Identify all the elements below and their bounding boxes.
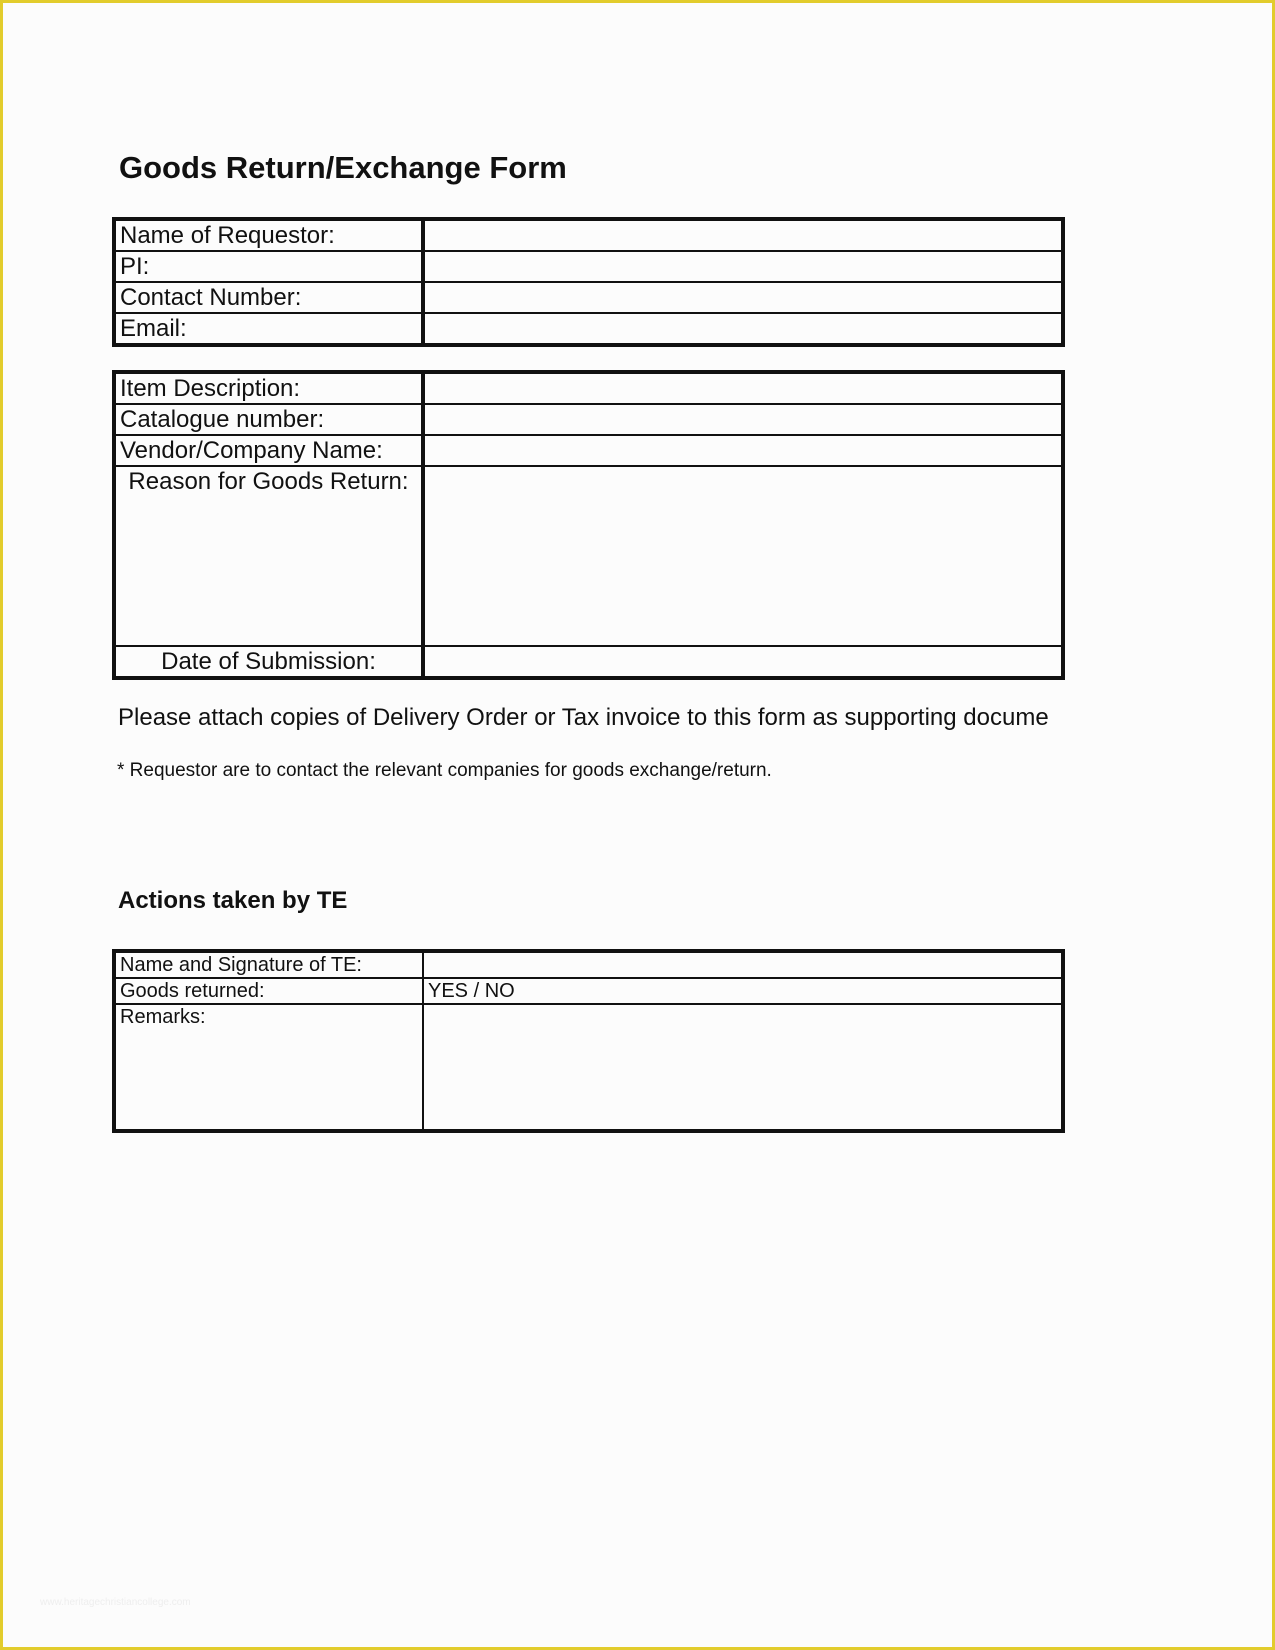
contact-companies-note: * Requestor are to contact the relevant companies for goods exchange/return. <box>117 760 772 781</box>
attach-documents-note: Please attach copies of Delivery Order or Tax invoice to this form as supporting docume <box>118 704 1049 731</box>
reason-for-return-field[interactable] <box>423 466 1063 646</box>
table-row <box>114 282 1063 313</box>
vendor-company-name-label: Vendor/Company Name: <box>114 435 423 466</box>
goods-returned-field[interactable]: YES / NO <box>423 978 1063 1004</box>
remarks-label: Remarks: <box>114 1004 423 1131</box>
form-title: Goods Return/Exchange Form <box>119 150 567 185</box>
item-description-field[interactable] <box>423 372 1063 404</box>
table-row <box>114 1004 1063 1131</box>
item-info-table <box>112 370 1065 680</box>
table-row <box>114 978 1063 1004</box>
goods-returned-label: Goods returned: <box>114 978 423 1004</box>
date-of-submission-field[interactable] <box>423 646 1063 678</box>
table-row <box>114 372 1063 404</box>
te-signature-label: Name and Signature of TE: <box>114 951 423 978</box>
watermark: www.heritagechristiancollege.com <box>40 1597 191 1608</box>
vendor-company-name-field[interactable] <box>423 435 1063 466</box>
te-actions-table <box>112 949 1065 1133</box>
table-row <box>114 951 1063 978</box>
catalogue-number-field[interactable] <box>423 404 1063 435</box>
requestor-info-table <box>112 217 1065 347</box>
email-label: Email: <box>114 313 423 345</box>
table-row <box>114 646 1063 678</box>
catalogue-number-label: Catalogue number: <box>114 404 423 435</box>
table-row <box>114 251 1063 282</box>
name-of-requestor-label: Name of Requestor: <box>114 219 423 251</box>
item-description-label: Item Description: <box>114 372 423 404</box>
name-of-requestor-field[interactable] <box>423 219 1063 251</box>
table-row <box>114 466 1063 646</box>
table-row <box>114 219 1063 251</box>
table-row <box>114 435 1063 466</box>
reason-for-return-label: Reason for Goods Return: <box>114 466 423 646</box>
pi-label: PI: <box>114 251 423 282</box>
contact-number-label: Contact Number: <box>114 282 423 313</box>
remarks-field[interactable] <box>423 1004 1063 1131</box>
te-section-heading: Actions taken by TE <box>118 887 348 914</box>
pi-field[interactable] <box>423 251 1063 282</box>
table-row <box>114 404 1063 435</box>
contact-number-field[interactable] <box>423 282 1063 313</box>
email-field[interactable] <box>423 313 1063 345</box>
date-of-submission-label: Date of Submission: <box>114 646 423 678</box>
table-row <box>114 313 1063 345</box>
te-signature-field[interactable] <box>423 951 1063 978</box>
